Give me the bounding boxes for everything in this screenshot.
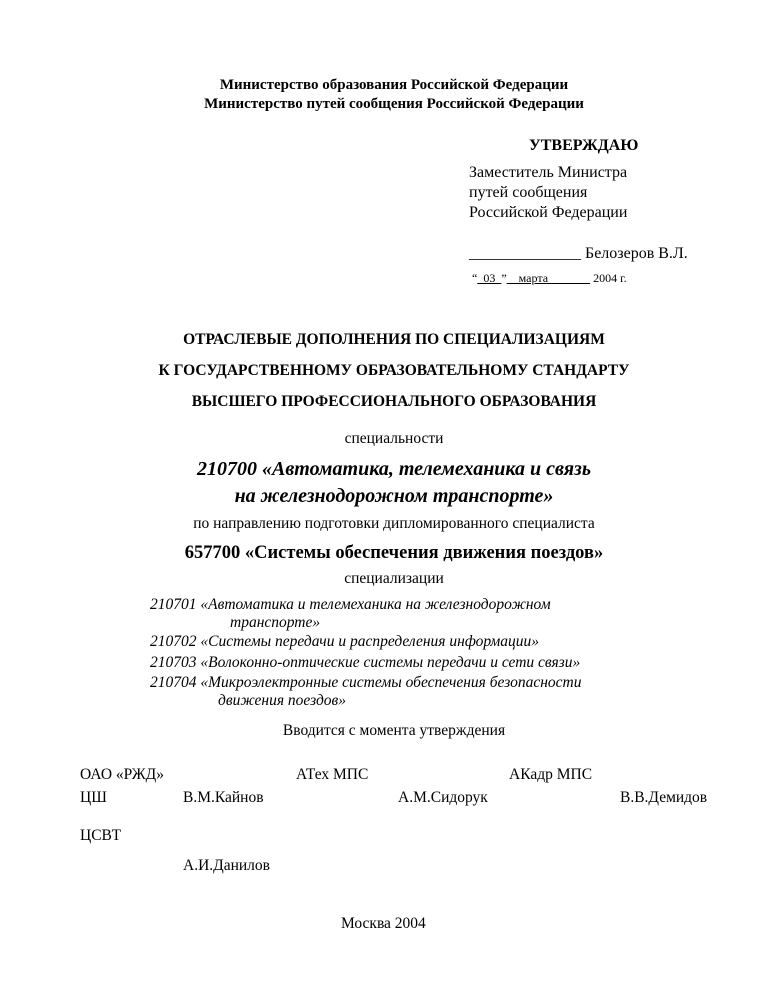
specialty-name-line1: 210700 «Автоматика, телемеханика и связь (197, 458, 591, 480)
specialization-item: 210704 «Микроэлектронные системы обеспечения безопасности (150, 674, 582, 691)
approval-title: УТВЕРЖДАЮ (529, 137, 639, 154)
approval-position-line1: Заместитель Министра (469, 164, 628, 181)
specialization-item: 210703 «Волоконно-оптические системы передачи и сети связи» (150, 654, 581, 671)
direction-label: по направлению подготовки дипломированного специалиста (193, 515, 595, 532)
specialty-name-line2: на железнодорожном транспорте» (234, 485, 554, 507)
signatory-person-danilov: А.И.Данилов (183, 857, 270, 874)
ministry-education: Министерство образования Российской Федерации (219, 77, 569, 93)
doc-title-line3: ВЫСШЕГО ПРОФЕССИОНАЛЬНОГО ОБРАЗОВАНИЯ (191, 393, 597, 410)
specialty-label: специальности (344, 430, 444, 447)
signatory-person-kainov: В.М.Кайнов (183, 789, 264, 806)
date-month: __марта_______ (506, 271, 591, 285)
approval-signature (469, 244, 688, 264)
signatory-org-rzd: ОАО «РЖД» (80, 766, 164, 783)
specializations-label: специализации (344, 570, 444, 587)
date-open-quote: “ (472, 271, 478, 285)
ministry-railways: Министерство путей сообщения Российской Федерации (204, 96, 584, 112)
doc-title-line2: К ГОСУДАРСТВЕННОМУ ОБРАЗОВАТЕЛЬНОМУ СТАНДАРТУ (158, 362, 630, 379)
specialization-item: 210701 «Автоматика и телемеханика на железнодорожном (150, 596, 551, 613)
signature-line: ______________ (469, 245, 581, 262)
date-close-quote: ” (501, 271, 507, 285)
signatory-person-sidoruk: А.М.Сидорук (398, 789, 488, 806)
signatory-org-csvt: ЦСВТ (80, 827, 122, 844)
footer-city-year: Москва 2004 (341, 915, 426, 932)
effective-note: Вводится с момента утверждения (282, 722, 506, 739)
doc-title-line1: ОТРАСЛЕВЫЕ ДОПОЛНЕНИЯ ПО СПЕЦИАЛИЗАЦИЯМ (183, 331, 605, 348)
approver-name: Белозеров В.Л. (585, 245, 688, 262)
specialization-item-cont: транспорте» (230, 614, 321, 631)
signatory-dept-csh: ЦШ (80, 789, 107, 806)
signatory-org-akadr: АКадр МПС (509, 766, 593, 783)
specialization-item: 210702 «Системы передачи и распределения информации» (150, 633, 539, 650)
approval-position-line3: Российской Федерации (469, 204, 628, 221)
signatory-org-ateh: АТех МПС (296, 766, 369, 783)
date-year: 2004 г. (593, 271, 627, 285)
date-day: _03_ (477, 271, 502, 285)
direction-name: 657700 «Системы обеспечения движения поездов» (184, 543, 604, 563)
approval-position-line2: путей сообщения (469, 184, 588, 201)
specialization-item-cont: движения поездов» (218, 692, 347, 709)
signatory-person-demidov: В.В.Демидов (620, 789, 708, 806)
approval-date (472, 271, 627, 286)
